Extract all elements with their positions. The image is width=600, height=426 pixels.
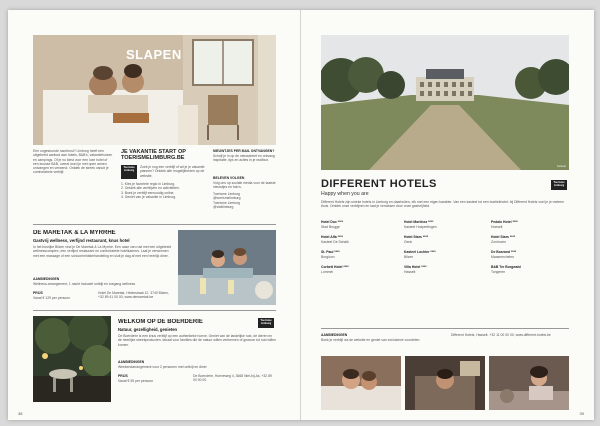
nieuwtjes-text: Schrijf je in op de nieuwsbrief en ontvang inspiratie, tips en acties in je mailbox. [213, 154, 275, 163]
volgen-text: Volg ons op sociale media voor de laatste nieuwtjes en foto's. [213, 181, 276, 190]
castle-photo-caption: Kasteel [556, 163, 566, 168]
social-link[interactable]: Toerisme Limburg [213, 192, 240, 196]
hotel-desc: Genk [404, 240, 413, 244]
maretak-price-label: PRIJS [33, 291, 43, 295]
hotel-desc: Borgloon [321, 255, 335, 259]
maretak-photo [178, 230, 276, 305]
hotel-name: Villa Hotel **** [404, 265, 427, 269]
slapen-photo [33, 35, 276, 145]
maretak-price-text: Vanaf € 129 per persoon [33, 296, 71, 300]
hotel-name: Hotel Alfa **** [321, 235, 343, 239]
boerderie-offer-text: Weekendarrangement voor 2 personen met ontbijt en diner [118, 365, 207, 369]
hotel-desc: Stad Brugge [321, 225, 340, 229]
hotel-desc: Tongeren [491, 270, 506, 274]
section-divider [33, 310, 276, 311]
toerisme-limburg-logo: Toerisme Limburg [258, 318, 274, 328]
social-link[interactable]: Toerisme Limburg [213, 200, 240, 205]
hotel-desc: Kasteel De Schalk [321, 240, 349, 244]
maretak-offer-label: AANBIEDINGEN [33, 277, 60, 281]
social-link[interactable]: @visitlimburg [213, 204, 234, 209]
maretak-subtitle: Gastvrij wellness, verfijnd restaurant, knus hotel [33, 238, 130, 243]
section-divider [33, 224, 276, 225]
boerderie-offer-label: AANBIEDINGEN [118, 360, 145, 364]
hotel-name: Hotel Duc **** [321, 220, 344, 224]
magazine-spread [8, 10, 594, 420]
vakantie-list-item: 1. Kies je favoriete regio in Limburg. [121, 182, 176, 186]
vakantie-text: Zoek je nog een verblijf of wil je je vakantie plannen? Ontdek alle mogelijkheden op de website. [140, 165, 205, 178]
hotel-name: Hotel Martinez **** [404, 220, 434, 224]
hotels-subtitle: Happy when you are [321, 191, 369, 197]
hotel-photo-1 [321, 356, 401, 410]
vakantie-title: JE VAKANTIE START OP TOERISMELIMBURG.BE [121, 149, 186, 162]
social-link[interactable]: @toerismelimburg [213, 196, 241, 201]
boerderie-photo [33, 316, 111, 402]
lounge-illustration [489, 356, 569, 410]
hotels-intro: Different Hotels zijn unieke hotels in Limburg en daarbuiten, elk met een eigen karakter. Van een kasteel tot een boetiekhotel: bij Different Hotels voel je je meteen thuis. Ontdek onze verblijven en laat je verrassen door onze gastvrijheid. [321, 200, 564, 209]
boerderie-price-label: PRIJS [118, 374, 128, 378]
boerderie-body: De Boerderie is een knus verblijf op een authentieke hoeve. Geniet van de landelijke rust, de dieren en de heerlijke streekproducten. Ideaal voor families die de natuur willen verkennen of gewoon tot rust willen komen. [118, 334, 276, 347]
nieuwtjes-title: NIEUWTJES PER MAIL ONTVANGEN? [213, 149, 275, 153]
vakantie-list-item: 2. Ontdek alle verblijven en activiteiten. [121, 186, 180, 191]
hotel-photo-2 [405, 356, 485, 410]
hotels-address: Different Hotels, Hasselt, +32 11 00 00 00, www.different-hotels.be [451, 333, 551, 337]
hotel-desc: Kasteel Hoepertingen [404, 225, 437, 229]
hotel-desc: Bilzen [404, 255, 414, 259]
hotel-name: Pedalo Hotel **** [491, 220, 518, 224]
hotel-name: B&B Ter Burgwald [491, 265, 521, 269]
slapen-title: SLAPEN [126, 47, 182, 62]
maretak-body: In het bosrijke Bilzen vind je De Maretak & La Myrrhe. Een oase van rust met een uitgebreid wellnesscomplex, een verfijnd restaurant en comfortabele hotelkamers. Laat je verwennen met een massage of een schoonheidsbehandeling en sluit je dag af met een heerlijk diner. [33, 245, 172, 258]
hotels-offer-label: AANBIEDINGEN [321, 333, 348, 337]
hotel-desc: Hoeselt [491, 225, 503, 229]
hotel-desc: Lommel [321, 270, 334, 274]
hotel-name: Hotel Stars **** [404, 235, 429, 239]
hotel-name: Kasteel Lochter **** [404, 250, 436, 254]
boerderie-price-text: Vanaf € 95 per persoon [118, 379, 154, 383]
castle-illustration [321, 35, 569, 170]
hotel-name: Hotel Stars **** [491, 235, 516, 239]
hotel-name: De Bosrand **** [491, 250, 517, 254]
section-divider [321, 328, 569, 329]
hotels-title: DIFFERENT HOTELS [321, 178, 437, 190]
garden-illustration [33, 316, 111, 402]
volgen-title: BELEVEN VOLGEN [213, 176, 245, 180]
vakantie-list-item: 4. Geniet van je vakantie in Limburg. [121, 194, 177, 199]
slapen-intro: Een ongestoorde nachtrust? Limburg heeft een uitgebreid aanbod aan hotels, B&B's, vakantiehuizen en campings. Of je nu kiest voor een luxe hotel of een knusse B&B, overal word je met open armen ontvangen en verwend. Ontdek de streek vanuit je comfortabele verblijf. [33, 149, 113, 175]
right-page [301, 10, 594, 420]
maretak-title: DE MARETAK & LA MYRRHE [33, 230, 116, 236]
left-page [8, 10, 301, 420]
couple-illustration [321, 356, 401, 410]
castle-photo [321, 35, 569, 170]
hotel-name: St. Paul **** [321, 250, 340, 254]
vakantie-list-item: 3. Boek je verblijf eenvoudig online. [121, 190, 175, 195]
boerderie-subtitle: Natuur, gezelligheid, genieten [118, 327, 178, 332]
boerderie-address: De Boerderie, Hoeveweg 4, 3668 Niel-bij-As, +32 89 00 00 00 [193, 374, 272, 383]
room-illustration [405, 356, 485, 410]
page-number: 39 [579, 411, 584, 416]
toerisme-limburg-logo: Toerisme Limburg [121, 165, 137, 179]
hotel-desc: Maasmechelen [491, 255, 514, 259]
wellness-illustration [178, 230, 276, 305]
vakantie-list [121, 182, 211, 199]
hotel-desc: Hasselt [404, 270, 416, 274]
maretak-address: Hotel De Maretak, Heidestraat 12, 3740 Bilzen, +32 89 41 00 00, www.demaretak.be [98, 291, 169, 300]
maretak-offer-text: Wellness-arrangement, 1 nacht inclusief ontbijt en toegang wellness [33, 282, 136, 286]
social-list [213, 192, 278, 209]
hotel-photo-3 [489, 356, 569, 410]
hotel-desc: Zonhoven [491, 240, 507, 244]
toerisme-limburg-logo: Toerisme Limburg [551, 180, 567, 190]
hotel-name: Corbett Hotel **** [321, 265, 349, 269]
page-number: 38 [18, 411, 23, 416]
boerderie-title: WELKOM OP DE BOERDERIE [118, 319, 203, 325]
hotels-offer-text: Boek je verblijf via de website en geniet van exclusieve voordelen. [321, 338, 421, 342]
